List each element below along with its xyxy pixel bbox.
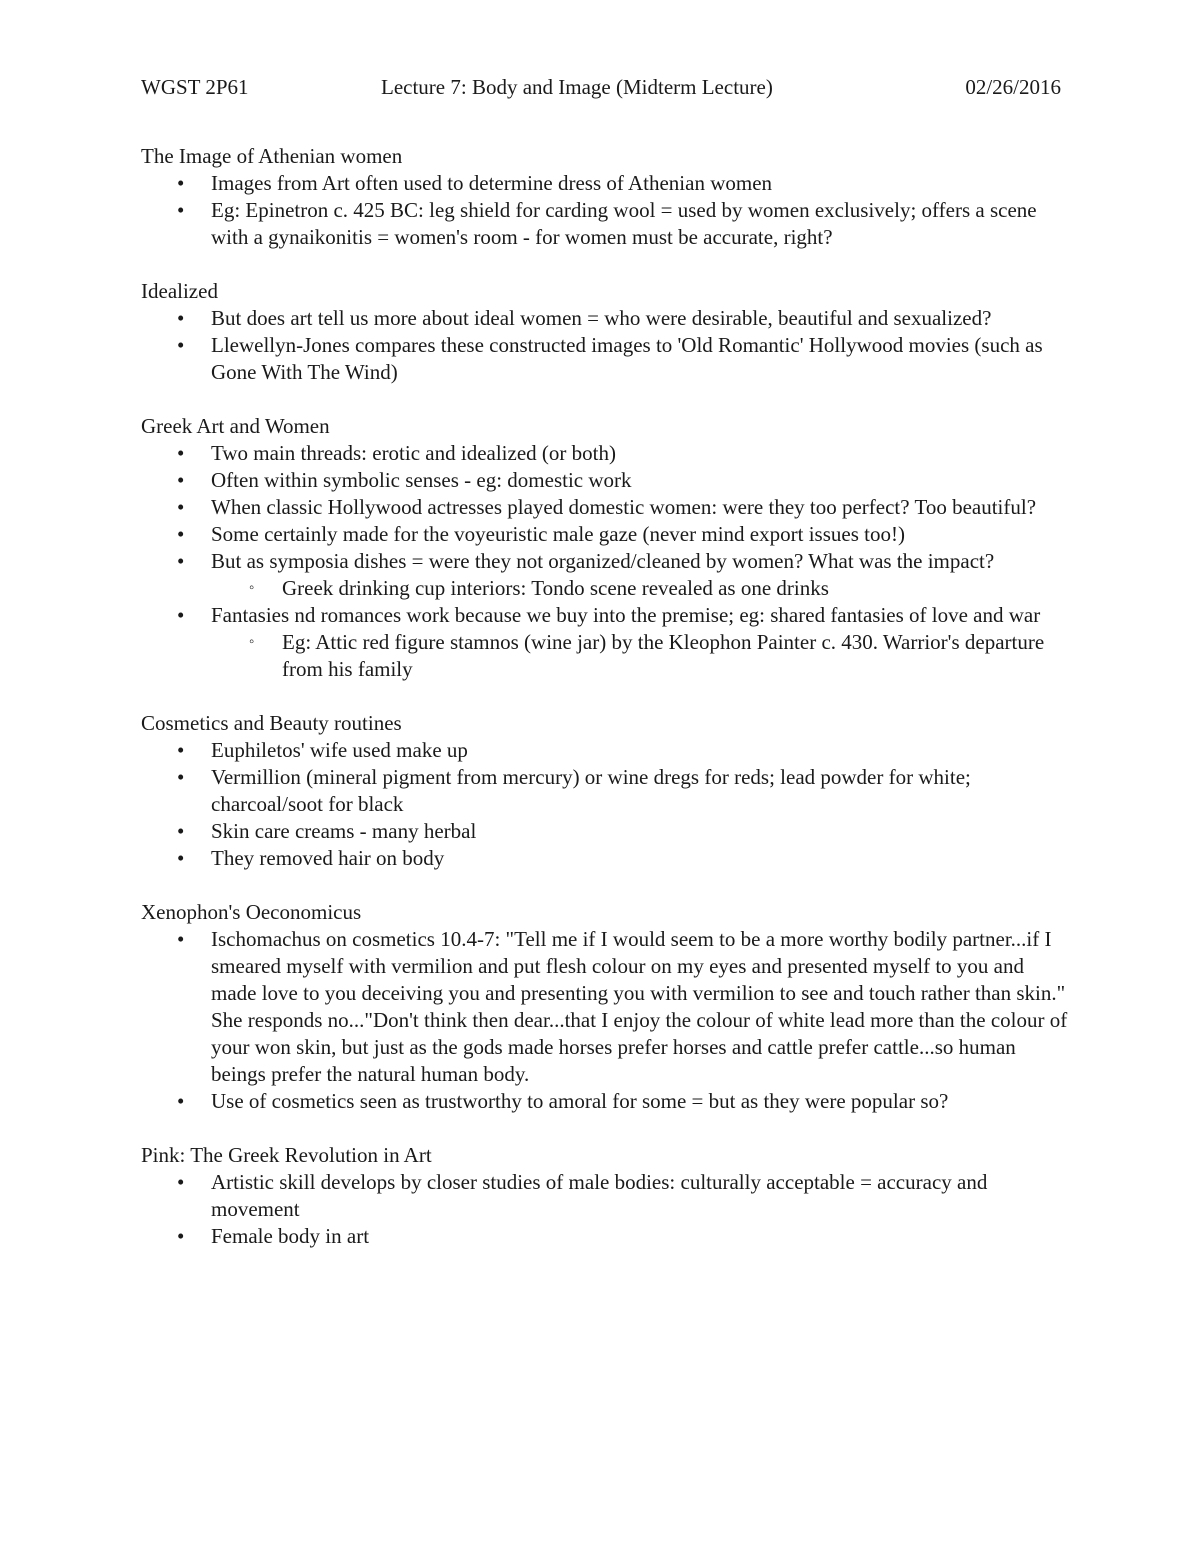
- bullet-text: Skin care creams - many herbal: [211, 819, 477, 843]
- section-heading: Idealized: [141, 279, 218, 303]
- bullet-item: [141, 1169, 1071, 1223]
- bullet-text: When classic Hollywood actresses played domestic women: were they too perfect? Too beautiful?: [211, 495, 1037, 519]
- bullet-text: Artistic skill develops by closer studies of male bodies: culturally acceptable = accuracy and movement: [211, 1170, 988, 1221]
- bullet-text: Llewellyn-Jones compares these constructed images to 'Old Romantic' Hollywood movies (such as Gone With The Wind): [211, 333, 1043, 384]
- bullet-item: [141, 1088, 1071, 1115]
- bullet-list: [141, 440, 1071, 683]
- bullet-item: [141, 818, 1071, 845]
- bullet-marker: •: [177, 1170, 185, 1194]
- bullet-text: Images from Art often used to determine dress of Athenian women: [211, 171, 773, 195]
- bullet-item: [141, 737, 1071, 764]
- bullet-item: [141, 467, 1071, 494]
- sub-bullet-list: [211, 629, 1071, 683]
- bullet-list: [141, 305, 1071, 386]
- bullet-marker: •: [177, 819, 185, 843]
- lecture-date: 02/26/2016: [965, 75, 1061, 99]
- sub-bullet-marker: ◦: [249, 634, 255, 650]
- bullet-item: [141, 521, 1071, 548]
- bullet-text: Eg: Epinetron c. 425 BC: leg shield for carding wool = used by women exclusively; offers a scene with a gynaikonitis = women's room - for women must be accurate, right?: [211, 198, 1037, 249]
- sub-bullet-item: [211, 575, 1071, 602]
- bullet-marker: •: [177, 333, 185, 357]
- section-cosmetics: [141, 710, 1071, 872]
- lecture-title: Lecture 7: Body and Image (Midterm Lecture): [381, 75, 773, 99]
- course-code: WGST 2P61: [141, 75, 249, 99]
- bullet-item: [141, 305, 1071, 332]
- sub-bullet-text: Greek drinking cup interiors: Tondo scene revealed as one drinks: [282, 576, 829, 600]
- bullet-marker: •: [177, 171, 185, 195]
- bullet-marker: •: [177, 1089, 185, 1113]
- bullet-marker: •: [177, 603, 185, 627]
- section-heading: Pink: The Greek Revolution in Art: [141, 1143, 432, 1167]
- bullet-text: Vermillion (mineral pigment from mercury) or wine dregs for reds; lead powder for white; charcoal/soot for black: [211, 765, 971, 816]
- bullet-text: But as symposia dishes = were they not organized/cleaned by women? What was the impact?: [211, 549, 995, 573]
- bullet-marker: •: [177, 549, 185, 573]
- bullet-item: [141, 602, 1071, 683]
- bullet-item: [141, 1223, 1071, 1250]
- sub-bullet-item: [211, 629, 1071, 683]
- bullet-text: Ischomachus on cosmetics 10.4-7: "Tell me if I would seem to be a more worthy bodily partner...if I smeared myself with vermilion and put flesh colour on my eyes and presented myself to you and made love to you deceiving you and presenting you with vermilion to see and touch rather than skin." She responds no..."Don't think then dear...that I enjoy the colour of white lead more than the colour of your won skin, but just as the gods made horses prefer horses and cattle prefer cattle...so human beings prefer the natural human body.: [211, 927, 1068, 1086]
- bullet-marker: •: [177, 846, 185, 870]
- bullet-text: Female body in art: [211, 1224, 370, 1248]
- notes-body: [141, 143, 1071, 1250]
- bullet-text: But does art tell us more about ideal women = who were desirable, beautiful and sexualized?: [211, 306, 992, 330]
- bullet-text: They removed hair on body: [211, 846, 445, 870]
- section-xenophon: [141, 899, 1071, 1115]
- section-heading: Greek Art and Women: [141, 414, 330, 438]
- section-pink-greek-revolution: [141, 1142, 1071, 1250]
- bullet-item: [141, 494, 1071, 521]
- bullet-marker: •: [177, 738, 185, 762]
- bullet-marker: •: [177, 522, 185, 546]
- bullet-item: [141, 845, 1071, 872]
- sub-bullet-list: [211, 575, 1071, 602]
- sub-bullet-text: Eg: Attic red figure stamnos (wine jar) by the Kleophon Painter c. 430. Warrior's departure from his family: [282, 630, 1045, 681]
- bullet-text: Use of cosmetics seen as trustworthy to amoral for some = but as they were popular so?: [211, 1089, 949, 1113]
- bullet-text: Two main threads: erotic and idealized (or both): [211, 441, 616, 465]
- bullet-item: [141, 197, 1071, 251]
- bullet-list: [141, 170, 1071, 251]
- bullet-item: [141, 332, 1071, 386]
- section-greek-art-women: [141, 413, 1071, 683]
- section-heading: Cosmetics and Beauty routines: [141, 711, 402, 735]
- bullet-text: Often within symbolic senses - eg: domestic work: [211, 468, 632, 492]
- bullet-list: [141, 1169, 1071, 1250]
- section-idealized: [141, 278, 1071, 386]
- bullet-text: Euphiletos' wife used make up: [211, 738, 468, 762]
- bullet-list: [141, 737, 1071, 872]
- bullet-marker: •: [177, 495, 185, 519]
- bullet-marker: •: [177, 765, 185, 789]
- bullet-marker: •: [177, 306, 185, 330]
- bullet-text: Fantasies nd romances work because we buy into the premise; eg: shared fantasies of love and war: [211, 603, 1041, 627]
- bullet-marker: •: [177, 927, 185, 951]
- bullet-marker: •: [177, 1224, 185, 1248]
- bullet-marker: •: [177, 468, 185, 492]
- bullet-list: [141, 926, 1071, 1115]
- bullet-marker: •: [177, 198, 185, 222]
- bullet-marker: •: [177, 441, 185, 465]
- bullet-item: [141, 548, 1071, 602]
- section-heading: The Image of Athenian women: [141, 144, 403, 168]
- bullet-item: [141, 440, 1071, 467]
- bullet-item: [141, 926, 1071, 1088]
- section-heading: Xenophon's Oeconomicus: [141, 900, 362, 924]
- bullet-text: Some certainly made for the voyeuristic male gaze (never mind export issues too!): [211, 522, 905, 546]
- page-header: [141, 72, 1061, 102]
- section-athenian-women: [141, 143, 1071, 251]
- sub-bullet-marker: ◦: [249, 580, 255, 596]
- bullet-item: [141, 170, 1071, 197]
- bullet-item: [141, 764, 1071, 818]
